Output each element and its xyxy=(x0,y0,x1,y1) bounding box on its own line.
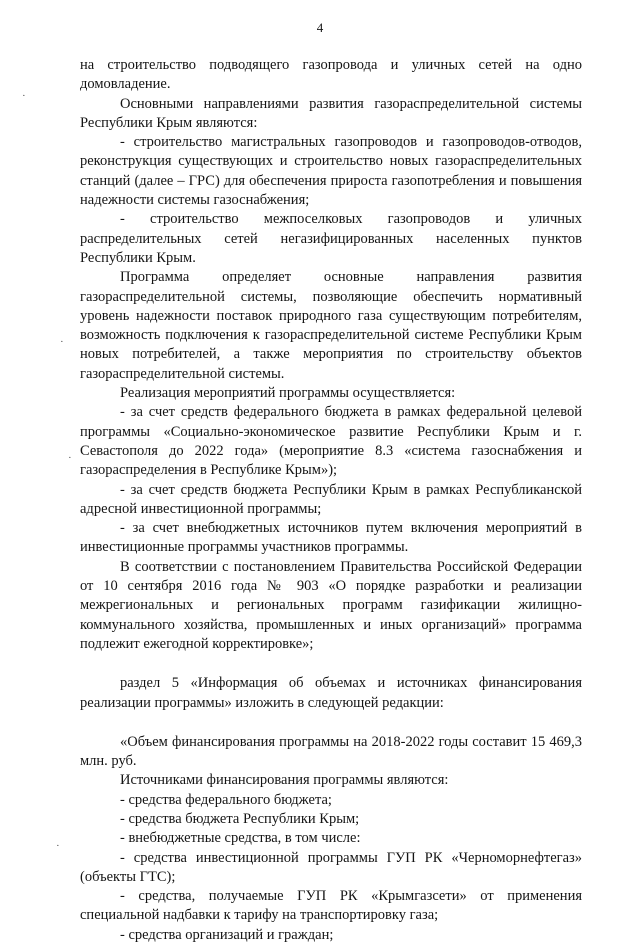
list-item: - средства федерального бюджета; xyxy=(120,791,332,808)
paragraph: В соответствии с постановлением Правительства Российской Федерации от 10 сентября 2016 года № 903 «О порядке разработки и реализации межрегиональных и региональных программ газификации жилищно-коммунального хозяйства, промышленных и иных организаций» программа подлежит ежегодной корректировке»; xyxy=(80,558,582,652)
amendment-paragraph: раздел 5 «Информация об объемах и источниках финансирования реализации программы» изложить в следующей редакции: xyxy=(80,675,582,711)
list-item: - строительство магистральных газопроводов и газопроводов-отводов, реконструкция существующих и строительство новых газораспределительных станций (далее – ГРС) для обеспечения прироста газопотребления и повышения надежности системы газоснабжения; xyxy=(80,134,582,209)
list-item: - средства организаций и граждан; xyxy=(120,926,334,943)
scan-speck: · xyxy=(60,336,64,348)
paragraph: Основными направлениями развития газораспределительной системы Республики Крым являются: xyxy=(80,95,582,131)
page-number: 4 xyxy=(316,20,324,35)
list-item: - за счет средств бюджета Республики Крым в рамках Республиканской адресной инвестиционной программы; xyxy=(80,481,582,517)
list-item: - средства, получаемые ГУП РК «Крымгазсети» от применения специальной надбавки к тарифу на транспортировку газа; xyxy=(80,888,582,924)
list-item: - средства бюджета Республики Крым; xyxy=(120,810,360,827)
list-item: - средства инвестиционной программы ГУП РК «Черноморнефтегаз» (объекты ГТС); xyxy=(80,849,582,885)
list-item: - за счет внебюджетных источников путем включения мероприятий в инвестиционные программы участников программы. xyxy=(80,520,582,556)
paragraph: Программа определяет основные направления развития газораспределительной системы, позволяющие обеспечить нормативный уровень надежности поставок природного газа существующим потребителям, возможность подключения к газораспределительной системе Республики Крым новых потребителей, а также мероприятия по строительству объектов газораспределительной системы. xyxy=(80,269,582,382)
list-item: - внебюджетные средства, в том числе: xyxy=(120,830,361,847)
scan-speck: · xyxy=(22,90,26,102)
scan-speck: · xyxy=(68,452,72,464)
document-body xyxy=(80,56,582,945)
list-item: - за счет средств федерального бюджета в рамках федеральной целевой программы «Социально-экономическое развитие Республики Крым и г. Севастополя до 2022 года» (мероприятие 8.3 «система газоснабжения и газораспределения в Республике Крым»); xyxy=(80,404,582,479)
list-item: - строительство межпоселковых газопроводов и уличных распределительных сетей негазифицированных населенных пунктов Республики Крым. xyxy=(80,211,582,266)
scan-speck: · xyxy=(56,840,60,852)
paragraph: на строительство подводящего газопровода и уличных сетей на одно домовладение. xyxy=(80,57,582,93)
paragraph: «Объем финансирования программы на 2018-2022 годы составит 15 469,3 млн. руб. xyxy=(80,733,582,770)
paragraph: Источниками финансирования программы являются: xyxy=(120,772,449,789)
paragraph: Реализация мероприятий программы осуществляется: xyxy=(120,385,456,402)
